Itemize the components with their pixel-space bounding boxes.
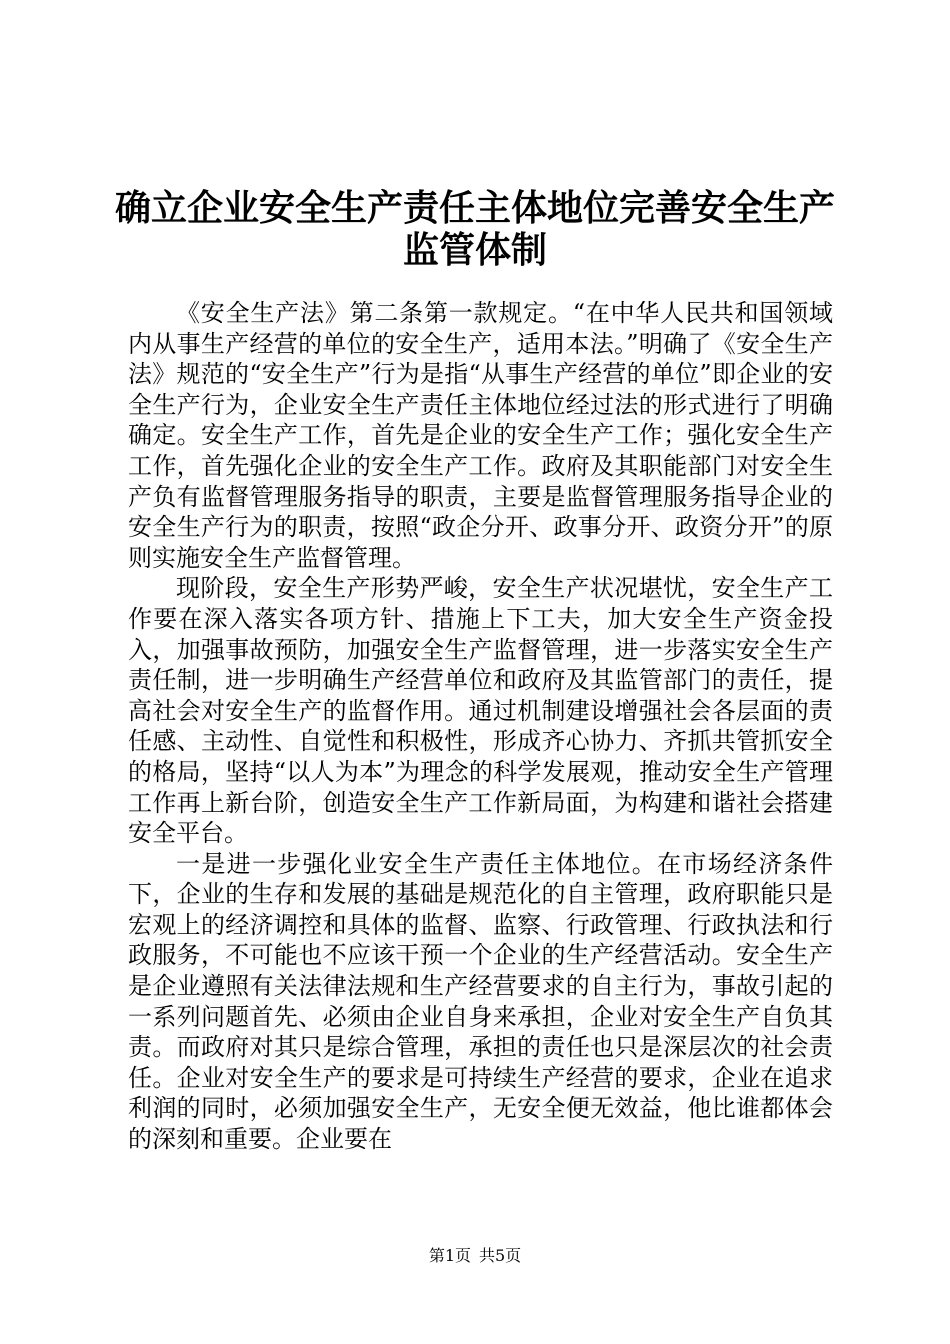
body-paragraph: 一是进一步强化业安全生产责任主体地位。在市场经济条件下，企业的生存和发展的基础是规范化的自主管理，政府职能只是宏观上的经济调控和具体的监督、监察、行政管理、行政执法和行政服务，不可能也不应该干预一个企业的生产经营活动。安全生产是企业遵照有关法律法规和生产经营要求的自主行为，事故引起的一系列问题首先、必须由企业自身来承担，企业对安全生产自负其责。而政府对其只是综合管理，承担的责任也只是深层次的社会责任。企业对安全生产的要求是可持续生产经营的要求，企业在追求利润的同时，必须加强安全生产，无安全便无效益，他比谁都体会的深刻和重要。企业要在: [128, 849, 833, 1154]
body-paragraph: 现阶段，安全生产形势严峻，安全生产状况堪忧，安全生产工作要在深入落实各项方针、措施上下工夫，加大安全生产资金投入，加强事故预防，加强安全生产监督管理，进一步落实安全生产责任制，进一步明确生产经营单位和政府及其监管部门的责任，提高社会对安全生产的监督作用。通过机制建设增强社会各层面的责任感、主动性、自觉性和积极性，形成齐心协力、齐抓共管抓安全的格局，坚持“以人为本”为理念的科学发展观，推动安全生产管理工作再上新台阶，创造安全生产工作新局面，为构建和谐社会搭建安全平台。: [128, 574, 833, 848]
document-body: [128, 298, 833, 1155]
body-paragraph: 《安全生产法》第二条第一款规定。“在中华人民共和国领域内从事生产经营的单位的安全生产，适用本法。”明确了《安全生产法》规范的“安全生产”行为是指“从事生产经营的单位”即企业的安全生产行为，企业安全生产责任主体地位经过法的形式进行了明确确定。安全生产工作，首先是企业的安全生产工作；强化安全生产工作，首先强化企业的安全生产工作。政府及其职能部门对安全生产负有监督管理服务指导的职责，主要是监督管理服务指导企业的安全生产行为的职责，按照“政企分开、政事分开、政资分开”的原则实施安全生产监督管理。: [128, 299, 833, 572]
page-footer: [0, 1246, 950, 1266]
document-title-line1: 确立企业安全生产责任主体地位完善安全生产: [114, 187, 835, 229]
page-total: 共5页: [479, 1246, 522, 1265]
document-title-line2: 监管体制: [402, 229, 547, 271]
page-number: 第1页: [428, 1246, 471, 1265]
